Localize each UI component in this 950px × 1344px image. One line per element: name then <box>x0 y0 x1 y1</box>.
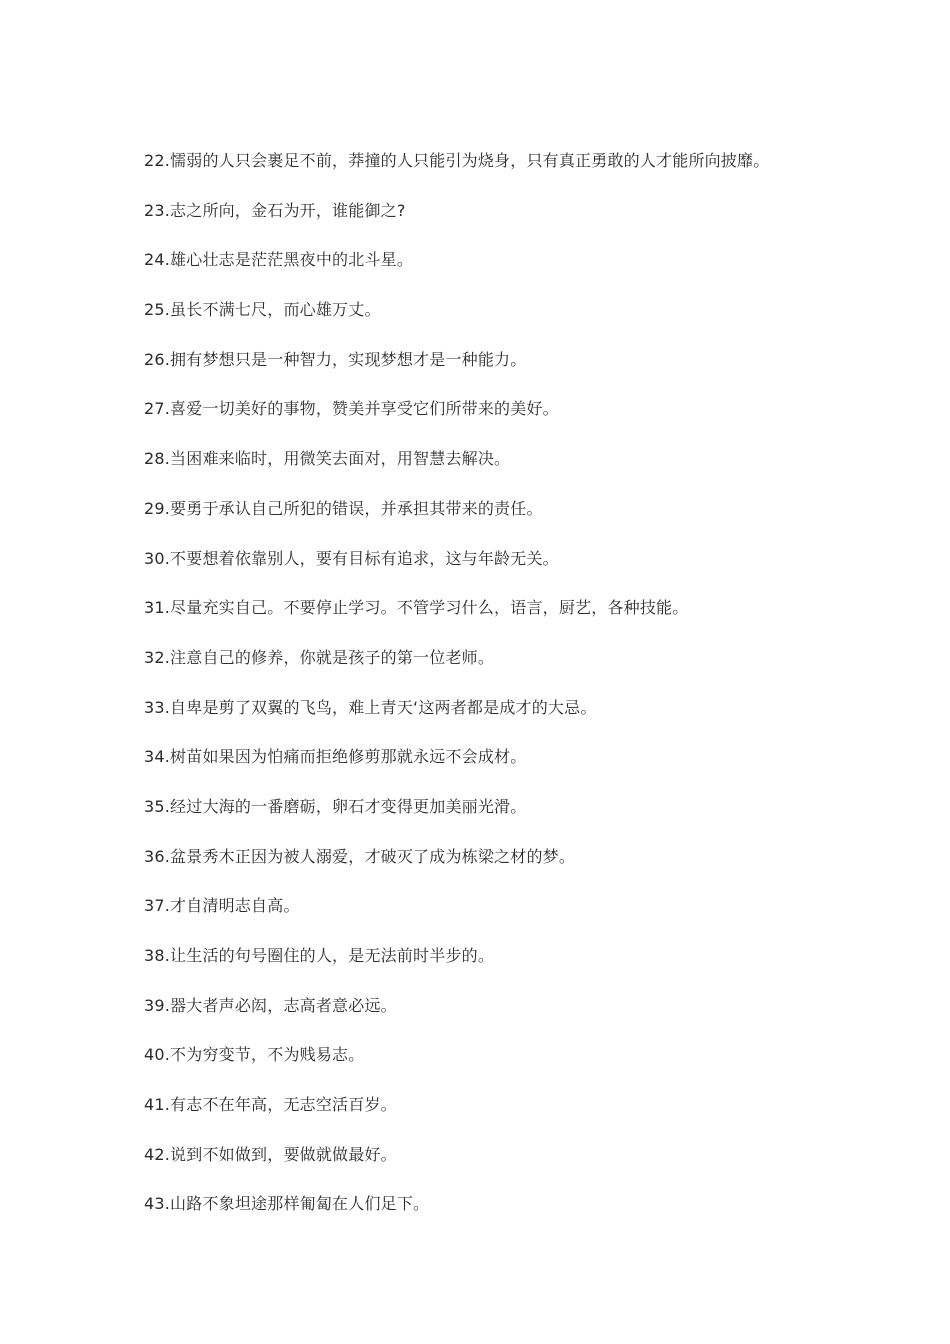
list-item: 28.当困难来临时，用微笑去面对，用智慧去解决。 <box>144 449 511 469</box>
quote-list <box>144 146 769 1239</box>
list-item: 26.拥有梦想只是一种智力，实现梦想才是一种能力。 <box>144 349 527 369</box>
list-item: 27.喜爱一切美好的事物，赞美并享受它们所带来的美好。 <box>144 399 559 419</box>
list-item: 42.说到不如做到，要做就做最好。 <box>144 1144 397 1164</box>
list-item: 23.志之所向，金石为开，谁能御之? <box>144 200 406 220</box>
list-item: 25.虽长不满七尺，而心雄万丈。 <box>144 300 381 320</box>
list-item: 32.注意自己的修养，你就是孩子的第一位老师。 <box>144 647 495 667</box>
list-item: 39.器大者声必闳，志高者意必远。 <box>144 995 397 1015</box>
list-item: 34.树苗如果因为怕痛而拒绝修剪那就永远不会成材。 <box>144 747 527 767</box>
list-item: 43.山路不象坦途那样匍匐在人们足下。 <box>144 1194 430 1214</box>
list-item: 22.懦弱的人只会裹足不前，莽撞的人只能引为烧身，只有真正勇敢的人才能所向披靡。 <box>144 151 770 170</box>
list-item: 35.经过大海的一番磨砺，卵石才变得更加美丽光滑。 <box>144 796 527 816</box>
list-item: 24.雄心壮志是茫茫黑夜中的北斗星。 <box>144 250 414 270</box>
list-item: 37.才自清明志自高。 <box>144 896 300 916</box>
list-item: 40.不为穷变节，不为贱易志。 <box>144 1045 365 1065</box>
list-item: 33.自卑是剪了双翼的飞鸟，难上青天‘这两者都是成才的大忌。 <box>144 697 597 717</box>
list-item: 31.尽量充实自己。不要停止学习。不管学习什么，语言，厨艺，各种技能。 <box>144 598 689 618</box>
list-item: 36.盆景秀木正因为被人溺爱，才破灭了成为栋梁之材的梦。 <box>144 846 576 866</box>
list-item: 41.有志不在年高，无志空活百岁。 <box>144 1095 397 1115</box>
list-item: 38.让生活的句号圈住的人，是无法前时半步的。 <box>144 946 495 965</box>
list-item: 29.要勇于承认自己所犯的错误，并承担其带来的责任。 <box>144 498 543 518</box>
list-item: 30.不要想着依靠别人，要有目标有追求，这与年龄无关。 <box>144 548 559 568</box>
